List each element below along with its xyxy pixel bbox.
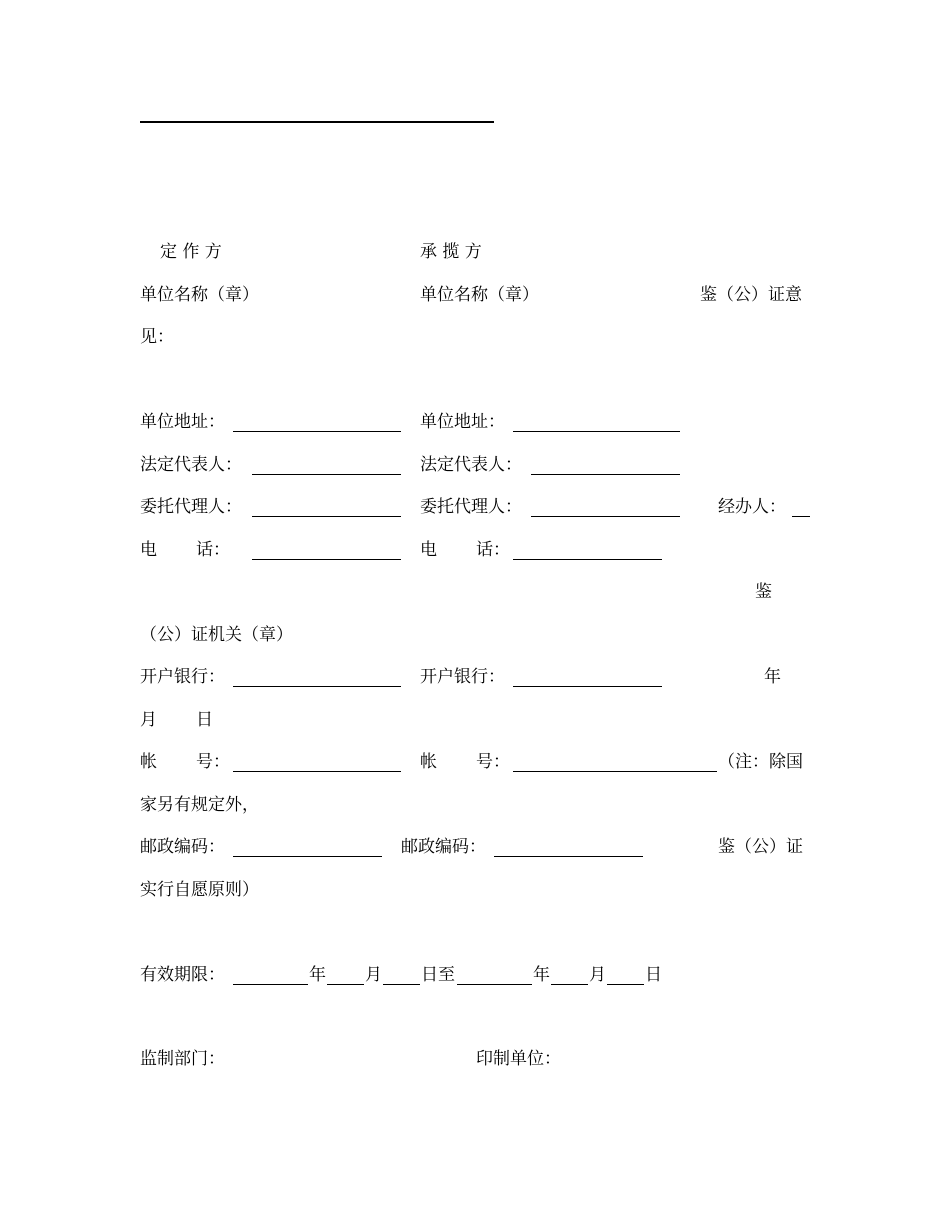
party-a-bank-label: 开户银行：	[140, 667, 225, 687]
notary-handler-field[interactable]	[792, 516, 810, 517]
party-b-agent-label: 委托代理人：	[420, 497, 522, 517]
validity-day2-label: 日	[645, 965, 662, 985]
party-b-legal-rep-label: 法定代表人：	[420, 455, 522, 475]
notary-note-4: 实行自愿原则）	[140, 880, 259, 900]
validity-month2-label: 月	[589, 965, 606, 985]
party-a-account-label-1: 帐	[140, 752, 157, 772]
validity-month-label: 月	[365, 965, 382, 985]
party-a-legal-rep-label: 法定代表人：	[140, 455, 242, 475]
supervisor-label: 监制部门：	[140, 1049, 225, 1069]
notary-authority-label-cont: （公）证机关（章）	[140, 625, 293, 645]
party-a-address-field[interactable]	[233, 431, 401, 432]
party-a-bank-field[interactable]	[233, 686, 401, 687]
party-a-agent-field[interactable]	[252, 516, 401, 517]
printer-label: 印制单位：	[476, 1049, 561, 1069]
party-b-address-label: 单位地址：	[420, 412, 505, 432]
validity-start-month-field[interactable]	[327, 984, 364, 985]
party-a-phone-field[interactable]	[252, 559, 401, 560]
party-b-legal-rep-field[interactable]	[531, 474, 680, 475]
party-b-account-label-1: 帐	[420, 752, 437, 772]
validity-end-month-field[interactable]	[551, 984, 588, 985]
party-b-address-field[interactable]	[513, 431, 680, 432]
party-b-phone-label-1: 电	[420, 540, 437, 560]
party-b-title: 承 揽 方	[420, 242, 482, 262]
party-b-account-field[interactable]	[513, 771, 717, 772]
party-b-bank-field[interactable]	[513, 686, 662, 687]
validity-label: 有效期限：	[140, 965, 225, 985]
party-b-agent-field[interactable]	[531, 516, 680, 517]
notary-opinion-label: 鉴（公）证意	[700, 285, 802, 305]
notary-handler-label: 经办人：	[718, 497, 786, 517]
party-a-agent-label: 委托代理人：	[140, 497, 242, 517]
party-b-bank-label: 开户银行：	[420, 667, 505, 687]
validity-start-year-field[interactable]	[233, 984, 308, 985]
party-a-phone-label-2: 话：	[196, 540, 230, 560]
party-a-account-label-2: 号：	[196, 752, 230, 772]
party-a-postcode-field[interactable]	[233, 856, 382, 857]
party-b-postcode-field[interactable]	[494, 856, 643, 857]
party-a-title: 定 作 方	[160, 242, 222, 262]
validity-day-to-label: 日至	[421, 965, 455, 985]
party-b-phone-field[interactable]	[513, 559, 662, 560]
party-a-name-label: 单位名称（章）	[140, 285, 259, 305]
top-rule	[140, 121, 494, 123]
party-a-phone-label-1: 电	[140, 540, 157, 560]
notary-month-label: 月	[140, 710, 157, 730]
party-b-phone-label-2: 话：	[476, 540, 510, 560]
notary-day-label: 日	[196, 710, 213, 730]
validity-start-day-field[interactable]	[383, 984, 420, 985]
party-a-address-label: 单位地址：	[140, 412, 225, 432]
party-b-name-label: 单位名称（章）	[420, 285, 539, 305]
validity-year2-label: 年	[533, 965, 550, 985]
validity-year-label: 年	[309, 965, 326, 985]
party-a-postcode-label: 邮政编码：	[140, 837, 225, 857]
notary-year-label: 年	[764, 667, 781, 687]
validity-end-day-field[interactable]	[607, 984, 644, 985]
notary-note-1: （注：除国	[718, 752, 803, 772]
party-a-legal-rep-field[interactable]	[252, 474, 401, 475]
notary-note-2: 家另有规定外，	[140, 795, 259, 815]
party-b-account-label-2: 号：	[476, 752, 510, 772]
party-a-account-field[interactable]	[233, 771, 401, 772]
validity-end-year-field[interactable]	[457, 984, 532, 985]
notary-opinion-label-cont: 见：	[140, 327, 174, 347]
notary-authority-label: 鉴	[755, 582, 772, 602]
notary-note-3: 鉴（公）证	[718, 837, 803, 857]
party-b-postcode-label: 邮政编码：	[401, 837, 486, 857]
